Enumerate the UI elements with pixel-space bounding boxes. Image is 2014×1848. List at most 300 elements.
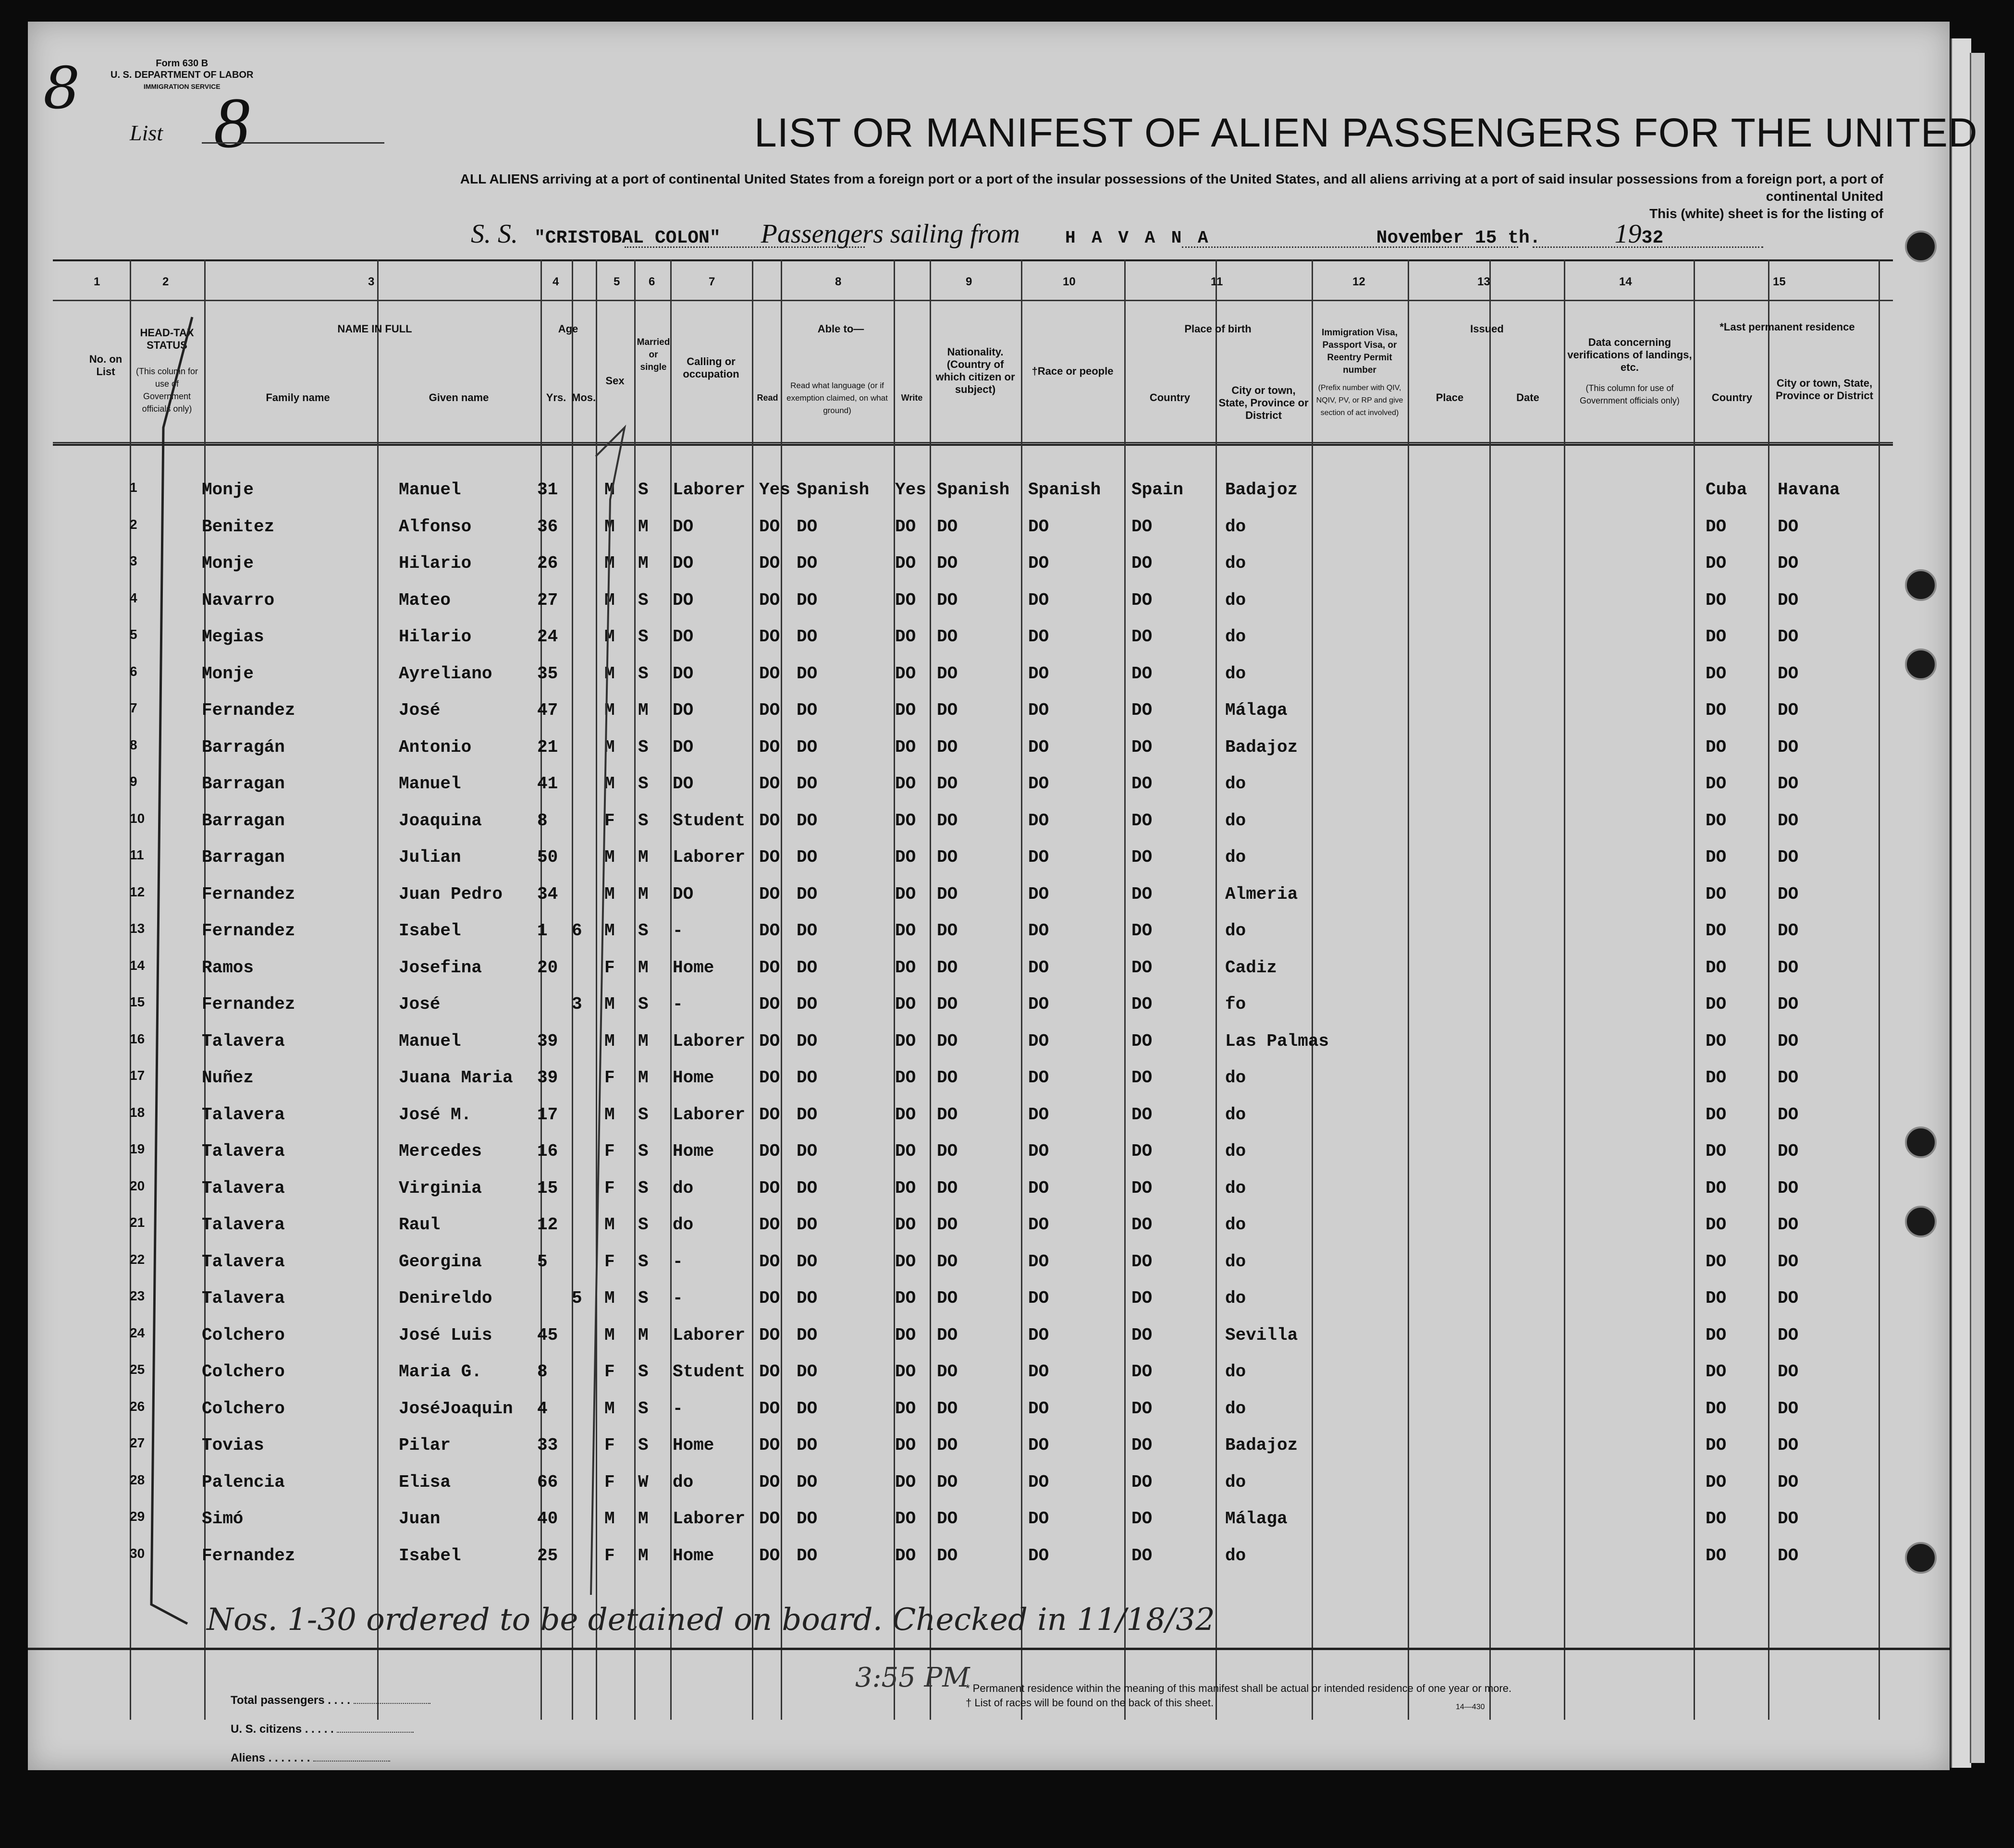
read-language: DO <box>797 627 818 647</box>
occupation: Home <box>673 1545 714 1566</box>
race: DO <box>1028 627 1049 647</box>
residence-country: DO <box>1706 921 1727 941</box>
footnote-residence: * Permanent residence within the meaning of this manifest shall be actual or intended residence of one year or more. <box>966 1682 1512 1694</box>
given-name: José Luis <box>399 1325 492 1345</box>
birth-country: Spain <box>1131 480 1184 500</box>
residence-country: DO <box>1706 994 1727 1014</box>
race: DO <box>1028 590 1049 610</box>
marital-status: S <box>638 1104 649 1125</box>
row-number: 24 <box>130 1325 145 1340</box>
sex: M <box>604 921 615 941</box>
sex: M <box>604 700 615 720</box>
header-read-language: Read what language (or if exemption claimed, on what ground) <box>786 381 888 415</box>
residence-city: DO <box>1778 700 1799 720</box>
header-race: †Race or people <box>1032 365 1114 377</box>
race: DO <box>1028 1398 1049 1419</box>
family-name: Tovias <box>202 1435 264 1455</box>
date-underline <box>1533 246 1763 248</box>
birth-country: DO <box>1131 1178 1153 1198</box>
residence-country: DO <box>1706 1435 1727 1455</box>
sex: F <box>604 1545 615 1566</box>
residence-city: DO <box>1778 957 1799 978</box>
birth-country: DO <box>1131 1325 1153 1345</box>
nationality: DO <box>937 1141 958 1161</box>
nationality: DO <box>937 1325 958 1345</box>
birth-city: Badajoz <box>1225 1435 1298 1455</box>
header-calling: Calling or occupation <box>683 355 739 380</box>
ship-underline <box>625 246 865 248</box>
sex: M <box>604 553 615 573</box>
birth-city: do <box>1225 1545 1246 1566</box>
can-write: DO <box>895 1472 916 1492</box>
birth-country: DO <box>1131 1215 1153 1235</box>
row-number: 1 <box>130 480 137 495</box>
sex: M <box>604 1104 615 1125</box>
occupation: Laborer <box>673 1325 746 1345</box>
can-read: DO <box>759 1545 780 1566</box>
sailing-label: Passengers sailing from <box>761 219 1020 249</box>
given-name: Antonio <box>399 737 472 757</box>
residence-city: DO <box>1778 1288 1799 1308</box>
aliens-note-line: This (white) sheet is for the listing of <box>1649 206 1883 221</box>
race: DO <box>1028 921 1049 941</box>
header-mos: Mos. <box>572 392 596 404</box>
totals-block <box>231 1686 430 1773</box>
residence-city: DO <box>1778 553 1799 573</box>
residence-city: DO <box>1778 1435 1799 1455</box>
read-language: DO <box>797 590 818 610</box>
given-name: Hilario <box>399 627 472 647</box>
given-name: Elisa <box>399 1472 451 1492</box>
residence-country: DO <box>1706 1141 1727 1161</box>
age-years: 41 <box>537 774 558 794</box>
residence-city: Havana <box>1778 480 1840 500</box>
nationality: DO <box>937 590 958 610</box>
family-name: Navarro <box>202 590 275 610</box>
marital-status: M <box>638 1068 649 1088</box>
residence-country: DO <box>1706 1509 1727 1529</box>
birth-city: do <box>1225 627 1246 647</box>
birth-country: DO <box>1131 1288 1153 1308</box>
birth-country: DO <box>1131 700 1153 720</box>
row-number: 25 <box>130 1362 145 1377</box>
race: DO <box>1028 737 1049 757</box>
birth-city: do <box>1225 590 1246 610</box>
age-years: 35 <box>537 663 558 684</box>
punch-hole <box>1905 649 1937 680</box>
header-residence: *Last permanent residence <box>1719 321 1855 333</box>
race: DO <box>1028 1031 1049 1051</box>
birth-country: DO <box>1131 994 1153 1014</box>
residence-city: DO <box>1778 516 1799 537</box>
birth-city: Sevilla <box>1225 1325 1298 1345</box>
marital-status: S <box>638 774 649 794</box>
can-read: DO <box>759 1509 780 1529</box>
can-read: DO <box>759 774 780 794</box>
sex: F <box>604 957 615 978</box>
birth-country: DO <box>1131 516 1153 537</box>
column-number: 12 <box>1352 275 1365 288</box>
birth-city: do <box>1225 516 1246 537</box>
footnote-races: † List of races will be found on the back of this sheet. <box>966 1697 1214 1709</box>
race: DO <box>1028 553 1049 573</box>
given-name: Juana Maria <box>399 1068 513 1088</box>
birth-city: Badajoz <box>1225 737 1298 757</box>
nationality: DO <box>937 957 958 978</box>
race: DO <box>1028 516 1049 537</box>
family-name: Palencia <box>202 1472 285 1492</box>
residence-city: DO <box>1778 1178 1799 1198</box>
can-write: DO <box>895 1325 916 1345</box>
total-passengers-label: Total passengers . . . . <box>231 1686 430 1715</box>
occupation: DO <box>673 553 694 573</box>
nationality: DO <box>937 994 958 1014</box>
can-read: DO <box>759 994 780 1014</box>
residence-city: DO <box>1778 627 1799 647</box>
punch-hole <box>1905 1126 1937 1158</box>
occupation: do <box>673 1178 694 1198</box>
race: DO <box>1028 700 1049 720</box>
occupation: DO <box>673 516 694 537</box>
column-number: 6 <box>649 275 655 288</box>
nationality: DO <box>937 1068 958 1088</box>
can-write: DO <box>895 1509 916 1529</box>
row-number: 14 <box>130 957 145 973</box>
can-read: DO <box>759 1141 780 1161</box>
year-prefix: 19 <box>1614 219 1642 249</box>
header-divider <box>53 300 1893 301</box>
occupation: - <box>673 994 683 1014</box>
form-line: U. S. DEPARTMENT OF LABOR <box>111 70 254 80</box>
can-write: DO <box>895 1435 916 1455</box>
can-write: DO <box>895 1068 916 1088</box>
residence-city: DO <box>1778 1509 1799 1529</box>
can-write: DO <box>895 1362 916 1382</box>
given-name: Pilar <box>399 1435 451 1455</box>
row-number: 17 <box>130 1068 145 1083</box>
given-name: Raul <box>399 1215 441 1235</box>
residence-country: DO <box>1706 553 1727 573</box>
age-years: 25 <box>537 1545 558 1566</box>
ship-line <box>471 219 1663 249</box>
can-read: DO <box>759 1435 780 1455</box>
race: DO <box>1028 1472 1049 1492</box>
can-write: DO <box>895 737 916 757</box>
row-number: 18 <box>130 1104 145 1120</box>
occupation: Student <box>673 1362 746 1382</box>
header-read: Read <box>757 393 778 403</box>
residence-country: DO <box>1706 627 1727 647</box>
list-label: List <box>130 121 163 145</box>
can-read: DO <box>759 590 780 610</box>
occupation: DO <box>673 590 694 610</box>
row-number: 23 <box>130 1288 145 1303</box>
punch-hole <box>1905 1206 1937 1237</box>
sailing-date: November 15 th. <box>1376 228 1541 248</box>
birth-country: DO <box>1131 1398 1153 1419</box>
age-years: 8 <box>537 810 548 831</box>
handwritten-marks <box>111 307 687 1628</box>
read-language: DO <box>797 516 818 537</box>
header-landings-note: (This column for use of Government officials only) <box>1580 383 1680 405</box>
marital-status: M <box>638 847 649 867</box>
nationality: DO <box>937 1215 958 1235</box>
row-number: 4 <box>130 590 137 605</box>
header-res-city: City or town, State, Province or District <box>1776 377 1873 402</box>
occupation: - <box>673 1288 683 1308</box>
birth-city: do <box>1225 1288 1246 1308</box>
given-name: José <box>399 700 441 720</box>
residence-country: DO <box>1706 1288 1727 1308</box>
marital-status: S <box>638 1362 649 1382</box>
list-underline <box>202 142 384 144</box>
residence-city: DO <box>1778 1251 1799 1272</box>
read-language: DO <box>797 1545 818 1566</box>
port-underline <box>1182 246 1518 248</box>
residence-country: DO <box>1706 1362 1727 1382</box>
occupation: Home <box>673 1141 714 1161</box>
nationality: DO <box>937 1435 958 1455</box>
given-name: Mateo <box>399 590 451 610</box>
footer-rule <box>28 1648 1950 1650</box>
read-language: DO <box>797 847 818 867</box>
given-name: José M. <box>399 1104 472 1125</box>
family-name: Fernandez <box>202 994 295 1014</box>
header-yrs: Yrs. <box>546 392 566 404</box>
age-years: 40 <box>537 1509 558 1529</box>
race: DO <box>1028 1104 1049 1125</box>
birth-city: do <box>1225 1141 1246 1161</box>
header-married: Married or single <box>637 337 670 372</box>
nationality: DO <box>937 1288 958 1308</box>
nationality: DO <box>937 1509 958 1529</box>
nationality: DO <box>937 516 958 537</box>
birth-country: DO <box>1131 1472 1153 1492</box>
birth-city: do <box>1225 774 1246 794</box>
birth-city: do <box>1225 810 1246 831</box>
residence-city: DO <box>1778 994 1799 1014</box>
row-number: 11 <box>130 847 144 862</box>
given-name: Alfonso <box>399 516 472 537</box>
residence-country: DO <box>1706 957 1727 978</box>
residence-city: DO <box>1778 847 1799 867</box>
header-able-to: Able to— <box>817 323 864 335</box>
given-name: Isabel <box>399 921 461 941</box>
occupation: Home <box>673 1435 714 1455</box>
can-read: DO <box>759 1362 780 1382</box>
header-city-birth: City or town, State, Province or District <box>1218 384 1309 421</box>
header-place-of-birth: Place of birth <box>1184 323 1252 335</box>
can-write: DO <box>895 1178 916 1198</box>
birth-country: DO <box>1131 1068 1153 1088</box>
race: DO <box>1028 1545 1049 1566</box>
age-years: 12 <box>537 1215 558 1235</box>
birth-city: fo <box>1225 994 1246 1014</box>
race: DO <box>1028 1362 1049 1382</box>
age-years: 8 <box>537 1362 548 1382</box>
race: DO <box>1028 1141 1049 1161</box>
punch-hole <box>1905 1542 1937 1574</box>
read-language: DO <box>797 1031 818 1051</box>
occupation: do <box>673 1215 694 1235</box>
nationality: DO <box>937 1178 958 1198</box>
marital-status: M <box>638 1545 649 1566</box>
marital-status: M <box>638 516 649 537</box>
residence-city: DO <box>1778 1398 1799 1419</box>
nationality: DO <box>937 921 958 941</box>
can-write: DO <box>895 994 916 1014</box>
birth-country: DO <box>1131 1104 1153 1125</box>
nationality: DO <box>937 1251 958 1272</box>
residence-country: DO <box>1706 884 1727 904</box>
can-write: DO <box>895 1215 916 1235</box>
residence-country: DO <box>1706 1251 1727 1272</box>
sex: F <box>604 1068 615 1088</box>
header-country: Country <box>1149 392 1191 404</box>
given-name: Joaquina <box>399 810 482 831</box>
birth-country: DO <box>1131 1141 1153 1161</box>
row-number: 12 <box>130 884 145 899</box>
birth-city: do <box>1225 553 1246 573</box>
family-name: Fernandez <box>202 921 295 941</box>
row-number: 13 <box>130 921 145 936</box>
read-language: DO <box>797 1509 818 1529</box>
page-edge <box>1951 38 1971 1768</box>
residence-city: DO <box>1778 1362 1799 1382</box>
read-language: DO <box>797 884 818 904</box>
age-months: 5 <box>572 1288 582 1308</box>
age-years: 1 <box>537 921 548 941</box>
sex: F <box>604 1362 615 1382</box>
can-read: DO <box>759 737 780 757</box>
marital-status: W <box>638 1472 649 1492</box>
marital-status: S <box>638 921 649 941</box>
sex: M <box>604 480 615 500</box>
family-name: Talavera <box>202 1251 285 1272</box>
occupation: DO <box>673 663 694 684</box>
can-read: DO <box>759 810 780 831</box>
read-language: DO <box>797 957 818 978</box>
marital-status: M <box>638 553 649 573</box>
residence-city: DO <box>1778 1472 1799 1492</box>
birth-country: DO <box>1131 884 1153 904</box>
race: DO <box>1028 774 1049 794</box>
can-read: DO <box>759 1251 780 1272</box>
marital-status: S <box>638 1435 649 1455</box>
marital-status: S <box>638 1178 649 1198</box>
race: DO <box>1028 1215 1049 1235</box>
residence-city: DO <box>1778 1031 1799 1051</box>
sex: M <box>604 1031 615 1051</box>
birth-city: Badajoz <box>1225 480 1298 500</box>
given-name: Isabel <box>399 1545 461 1566</box>
race: DO <box>1028 1288 1049 1308</box>
race: Spanish <box>1028 480 1101 500</box>
year-suffix: 32 <box>1641 228 1664 248</box>
can-read: DO <box>759 884 780 904</box>
race: DO <box>1028 994 1049 1014</box>
residence-country: DO <box>1706 516 1727 537</box>
marital-status: S <box>638 1141 649 1161</box>
read-language: DO <box>797 663 818 684</box>
residence-country: DO <box>1706 1398 1727 1419</box>
birth-city: do <box>1225 1472 1246 1492</box>
family-name: Talavera <box>202 1288 285 1308</box>
residence-city: DO <box>1778 1325 1799 1345</box>
age-years: 4 <box>537 1398 548 1419</box>
occupation: - <box>673 921 683 941</box>
can-write: DO <box>895 627 916 647</box>
read-language: DO <box>797 810 818 831</box>
family-name: Talavera <box>202 1031 285 1051</box>
read-language: DO <box>797 994 818 1014</box>
residence-country: DO <box>1706 774 1727 794</box>
birth-city: Cadiz <box>1225 957 1277 978</box>
sex: M <box>604 663 615 684</box>
residence-country: DO <box>1706 1068 1727 1088</box>
can-write: DO <box>895 700 916 720</box>
nationality: DO <box>937 1472 958 1492</box>
occupation: DO <box>673 774 694 794</box>
row-number: 26 <box>130 1398 145 1414</box>
birth-country: DO <box>1131 1031 1153 1051</box>
sex: M <box>604 1325 615 1345</box>
row-number: 27 <box>130 1435 145 1450</box>
row-number: 3 <box>130 553 137 568</box>
nationality: DO <box>937 884 958 904</box>
family-name: Talavera <box>202 1178 285 1198</box>
age-years: 27 <box>537 590 558 610</box>
marital-status: M <box>638 700 649 720</box>
row-number: 21 <box>130 1215 145 1230</box>
column-number: 5 <box>614 275 620 288</box>
age-years: 66 <box>537 1472 558 1492</box>
can-read: DO <box>759 921 780 941</box>
given-name: Juan <box>399 1509 441 1529</box>
can-read: DO <box>759 1068 780 1088</box>
race: DO <box>1028 1178 1049 1198</box>
family-name: Barragán <box>202 737 285 757</box>
row-number: 28 <box>130 1472 145 1487</box>
given-name: Julian <box>399 847 461 867</box>
row-number: 2 <box>130 516 137 532</box>
given-name: José <box>399 994 441 1014</box>
age-months: 6 <box>572 921 582 941</box>
birth-city: do <box>1225 921 1246 941</box>
age-years: 33 <box>537 1435 558 1455</box>
ss-label: S. S. <box>471 219 518 249</box>
occupation: DO <box>673 700 694 720</box>
header-issued: Issued <box>1470 323 1504 335</box>
age-years: 47 <box>537 700 558 720</box>
can-read: DO <box>759 1398 780 1419</box>
can-read: DO <box>759 553 780 573</box>
residence-city: DO <box>1778 884 1799 904</box>
page-edge <box>1970 53 1985 1763</box>
birth-country: DO <box>1131 1509 1153 1529</box>
marital-status: S <box>638 1288 649 1308</box>
port-of-departure: H A V A N A <box>1065 228 1211 248</box>
can-read: DO <box>759 1325 780 1345</box>
given-name: Manuel <box>399 774 461 794</box>
can-write: DO <box>895 847 916 867</box>
sex: F <box>604 1472 615 1492</box>
column-number: 10 <box>1063 275 1076 288</box>
age-years: 16 <box>537 1141 558 1161</box>
birth-city: do <box>1225 1104 1246 1125</box>
ship-name: "CRISTOBAL COLON" <box>534 228 721 248</box>
read-language: DO <box>797 1104 818 1125</box>
